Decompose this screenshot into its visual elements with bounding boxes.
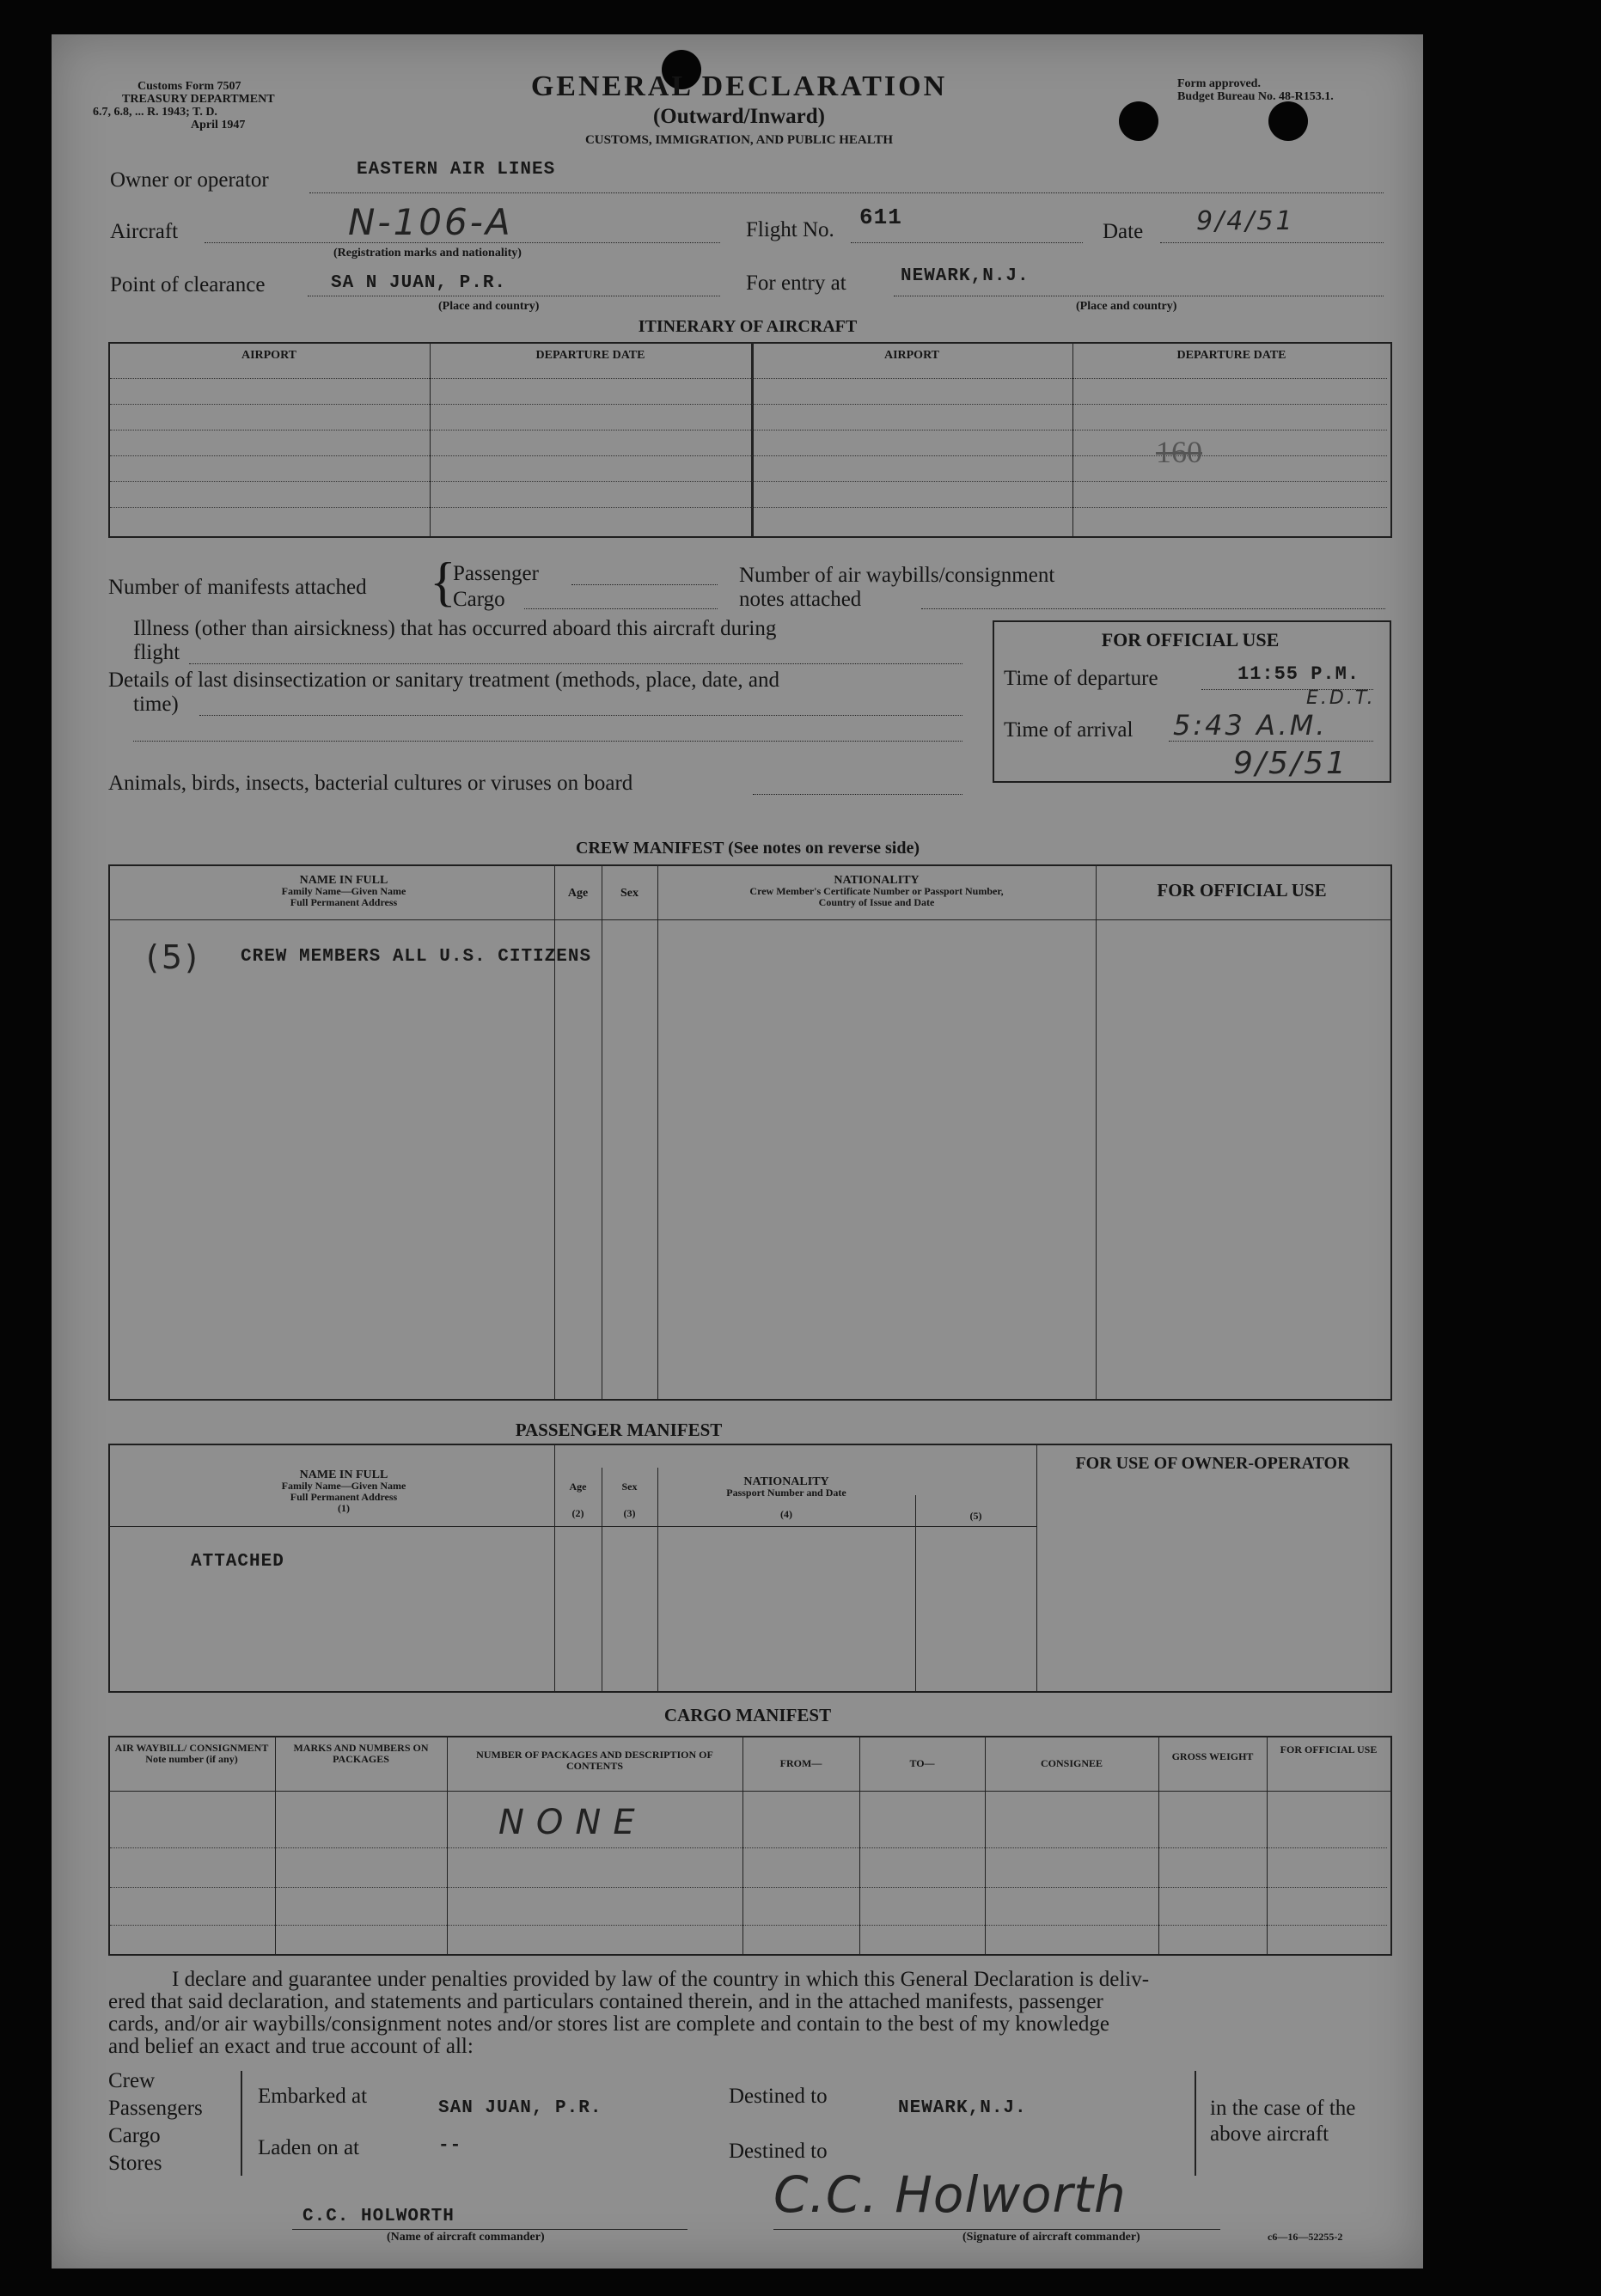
case-brace — [1195, 2071, 1196, 2176]
illness-label-2: flight — [133, 641, 180, 664]
passenger-count-line — [571, 584, 718, 585]
crew-divider — [657, 864, 658, 1399]
passenger-divider — [915, 1495, 916, 1691]
itinerary-row-line — [110, 404, 1387, 405]
passenger-col-age — [554, 1481, 602, 1519]
clearance-label: Point of clearance — [110, 273, 266, 296]
itinerary-row-line — [110, 481, 1387, 482]
passengers-category: Passengers — [108, 2097, 203, 2120]
passenger-col-nat-1: NATIONALITY — [743, 1475, 829, 1488]
crew-title: CREW MANIFEST (See notes on reverse side) — [576, 839, 920, 858]
cargo-col-header: AIR WAYBILL/ CONSIGNMENT Note number (if any) — [114, 1742, 269, 1765]
disinsect-line-2 — [133, 741, 962, 742]
cargo-count-label: Cargo — [453, 588, 505, 611]
passenger-col-name-1: NAME IN FULL — [299, 1469, 388, 1481]
punch-hole — [1268, 101, 1308, 141]
crew-col-nationality — [657, 875, 1096, 908]
disinsect-label: Details of last disinsectization or sanitary treatment (methods, place, date, and — [108, 669, 779, 692]
itinerary-col-header: AIRPORT — [241, 349, 297, 362]
animals-label: Animals, birds, insects, bacterial cultures or viruses on board — [108, 772, 633, 795]
itinerary-title: ITINERARY OF AIRCRAFT — [638, 317, 858, 336]
arrival-time-value: 5:43 A.M. — [1173, 709, 1328, 742]
owner-line — [309, 192, 1384, 193]
date-line — [1160, 242, 1384, 243]
entry-label: For entry at — [746, 272, 846, 295]
signature-line — [773, 2229, 1220, 2230]
cargo-category: Cargo — [108, 2124, 161, 2147]
entry-note: (Place and country) — [1076, 300, 1177, 313]
itinerary-row-line — [110, 378, 1387, 379]
passenger-col-sex-n: (3) — [623, 1507, 636, 1519]
cargo-header-rule — [108, 1791, 1392, 1792]
passenger-col-age-n: (2) — [571, 1507, 584, 1519]
declaration-text: and belief an exact and true account of all: — [108, 2035, 474, 2058]
cargo-row-line — [110, 1847, 1387, 1848]
official-use-title: FOR OFFICIAL USE — [1101, 629, 1280, 650]
cargo-col-header: CONSIGNEE — [1040, 1757, 1103, 1769]
approval-note: Budget Bureau No. 48-R153.1. — [1177, 90, 1334, 103]
form-id-line: 6.7, 6.8, ... R. 1943; T. D. — [93, 106, 217, 119]
crew-table — [108, 864, 1392, 1401]
illness-line — [189, 663, 962, 664]
case-text-2: above aircraft — [1210, 2122, 1329, 2146]
crew-category: Crew — [108, 2069, 156, 2092]
itinerary-col-header: AIRPORT — [883, 349, 940, 362]
cargo-col-header: FROM— — [779, 1757, 822, 1769]
crew-divider — [554, 864, 555, 1399]
edt-note: E.D.T. — [1306, 687, 1376, 709]
cargo-divider — [1267, 1736, 1268, 1954]
cargo-col-header: FOR OFFICIAL USE — [1280, 1743, 1378, 1756]
commander-name: C.C. HOLWORTH — [302, 2207, 455, 2226]
passenger-col-sex — [602, 1481, 657, 1519]
laden-label: Laden on at — [258, 2136, 360, 2159]
destined-value: NEWARK,N.J. — [898, 2098, 1027, 2118]
form-id-line: TREASURY DEPARTMENT — [122, 93, 275, 106]
commander-name-line — [292, 2229, 687, 2230]
passenger-col-name-3: Full Permanent Address — [290, 1491, 398, 1503]
entry-value: NEWARK,N.J. — [901, 266, 1030, 286]
owner-value: EASTERN AIR LINES — [357, 160, 556, 180]
crew-col-sex: Sex — [620, 887, 639, 900]
cargo-col-header: TO— — [909, 1757, 935, 1769]
passenger-col-name — [172, 1469, 516, 1514]
passenger-header-rule — [108, 1526, 1036, 1527]
departure-time-label: Time of departure — [1004, 667, 1158, 690]
illness-label: Illness (other than airsickness) that has occurred aboard this aircraft during — [133, 617, 777, 640]
cargo-col-header: MARKS AND NUMBERS ON PACKAGES — [293, 1742, 429, 1765]
disinsect-line — [199, 715, 962, 716]
crew-col-name — [172, 875, 516, 908]
declaration-text: cards, and/or air waybills/consignment notes and/or stores list are complete and contain to the best of my knowledge — [108, 2012, 1109, 2036]
destined-label-2: Destined to — [729, 2140, 828, 2163]
cargo-count-line — [524, 608, 718, 609]
crew-col-name-1: NAME IN FULL — [299, 874, 388, 887]
passenger-col-owner: FOR USE OF OWNER-OPERATOR — [1075, 1454, 1350, 1473]
passenger-col-5: (5) — [969, 1510, 982, 1522]
passenger-divider — [1036, 1444, 1037, 1691]
passenger-col-nationality — [657, 1476, 915, 1520]
aircraft-value: N-106-A — [348, 201, 513, 243]
departure-time-value: 11:55 P.M. — [1237, 663, 1360, 685]
arrival-date-value: 9/5/51 — [1233, 746, 1348, 781]
crew-col-nat-2: Crew Member's Certificate Number or Passport Number, — [749, 885, 1004, 897]
aircraft-note: (Registration marks and nationality) — [333, 247, 522, 260]
flight-line — [851, 242, 1083, 243]
crew-col-official: FOR OFFICIAL USE — [1157, 880, 1327, 901]
approval-note: Form approved. — [1177, 77, 1261, 90]
passenger-col-name-2: Family Name—Given Name — [281, 1480, 406, 1492]
manifests-brace: { — [430, 551, 456, 612]
page-subtitle: (Outward/Inward) — [652, 105, 825, 128]
crew-col-age: Age — [567, 887, 589, 900]
flight-value: 611 — [859, 205, 902, 230]
page-title: GENERAL DECLARATION — [530, 70, 948, 102]
arrival-time-label: Time of arrival — [1004, 718, 1134, 742]
passenger-col-nat-2: Passport Number and Date — [726, 1487, 846, 1499]
crew-col-nat-1: NATIONALITY — [834, 874, 920, 887]
page-subtitle-2: CUSTOMS, IMMIGRATION, AND PUBLIC HEALTH — [584, 133, 894, 147]
cargo-divider — [275, 1736, 276, 1954]
itinerary-col-header: DEPARTURE DATE — [535, 349, 645, 362]
crew-entry: CREW MEMBERS ALL U.S. CITIZENS — [241, 947, 592, 967]
declaration-text: ered that said declaration, and statements and particulars contained therein, and in the attached manifests, passenger — [108, 1990, 1103, 2013]
waybills-label: Number of air waybills/consignment — [739, 564, 1055, 587]
itinerary-row-line — [110, 507, 1387, 508]
passenger-col-age-label: Age — [569, 1481, 587, 1493]
crew-divider — [1096, 864, 1097, 1399]
crew-col-name-3: Full Permanent Address — [290, 896, 398, 908]
animals-line — [753, 794, 962, 795]
signature-note: (Signature of aircraft commander) — [962, 2231, 1140, 2244]
commander-signature: C.C. Holworth — [773, 2165, 1127, 2224]
itinerary-col-header: DEPARTURE DATE — [1176, 349, 1286, 362]
crew-count: (5) — [146, 938, 200, 976]
cargo-row-line — [110, 1887, 1387, 1888]
declaration-text: I declare and guarantee under penalties provided by law of the country in which this General Declaration is deliv- — [172, 1968, 1150, 1991]
cargo-divider — [1158, 1736, 1159, 1954]
punch-hole — [1119, 101, 1158, 141]
crew-col-name-2: Family Name—Given Name — [281, 885, 406, 897]
clearance-note: (Place and country) — [438, 300, 540, 313]
flight-label: Flight No. — [746, 218, 834, 241]
passenger-col-sex-label: Sex — [621, 1481, 638, 1493]
passenger-title: PASSENGER MANIFEST — [515, 1420, 723, 1440]
laden-value: -- — [438, 2136, 462, 2156]
waybills-label-2: notes attached — [739, 588, 862, 611]
aircraft-label: Aircraft — [110, 220, 179, 243]
cargo-col-header: NUMBER OF PACKAGES AND DESCRIPTION OF CONTENTS — [476, 1749, 713, 1772]
cargo-title: CARGO MANIFEST — [663, 1705, 832, 1725]
passenger-col-name-4: (1) — [338, 1502, 350, 1514]
owner-label: Owner or operator — [110, 168, 269, 192]
form-id-line: April 1947 — [191, 119, 246, 131]
waybills-line — [921, 608, 1385, 609]
date-label: Date — [1103, 220, 1144, 243]
manifests-label: Number of manifests attached — [108, 576, 367, 599]
itinerary-stamp: 160 — [1156, 435, 1202, 469]
embarked-value: SAN JUAN, P.R. — [438, 2098, 602, 2118]
case-text: in the case of the — [1210, 2097, 1356, 2120]
cargo-col-header: GROSS WEIGHT — [1171, 1750, 1254, 1762]
crew-col-nat-3: Country of Issue and Date — [818, 896, 935, 908]
cargo-entry: NONE — [498, 1803, 647, 1842]
print-code: c6—16—52255-2 — [1268, 2231, 1343, 2243]
disinsect-label-2: time) — [133, 693, 179, 716]
commander-note: (Name of aircraft commander) — [387, 2231, 545, 2244]
clearance-value: SA N JUAN, P.R. — [331, 273, 507, 293]
cargo-divider — [447, 1736, 448, 1954]
date-value: 9/4/51 — [1196, 206, 1295, 236]
destined-label: Destined to — [729, 2085, 828, 2108]
stores-category: Stores — [108, 2152, 162, 2175]
passenger-entry: ATTACHED — [191, 1552, 284, 1572]
category-brace — [241, 2071, 242, 2176]
passenger-col-nat-3: (4) — [780, 1508, 792, 1520]
cargo-row-line — [110, 1925, 1387, 1926]
form-id-line: Customs Form 7507 — [137, 80, 241, 93]
embarked-label: Embarked at — [258, 2085, 368, 2108]
passenger-count-label: Passenger — [453, 562, 539, 585]
crew-header-rule — [108, 919, 1392, 920]
